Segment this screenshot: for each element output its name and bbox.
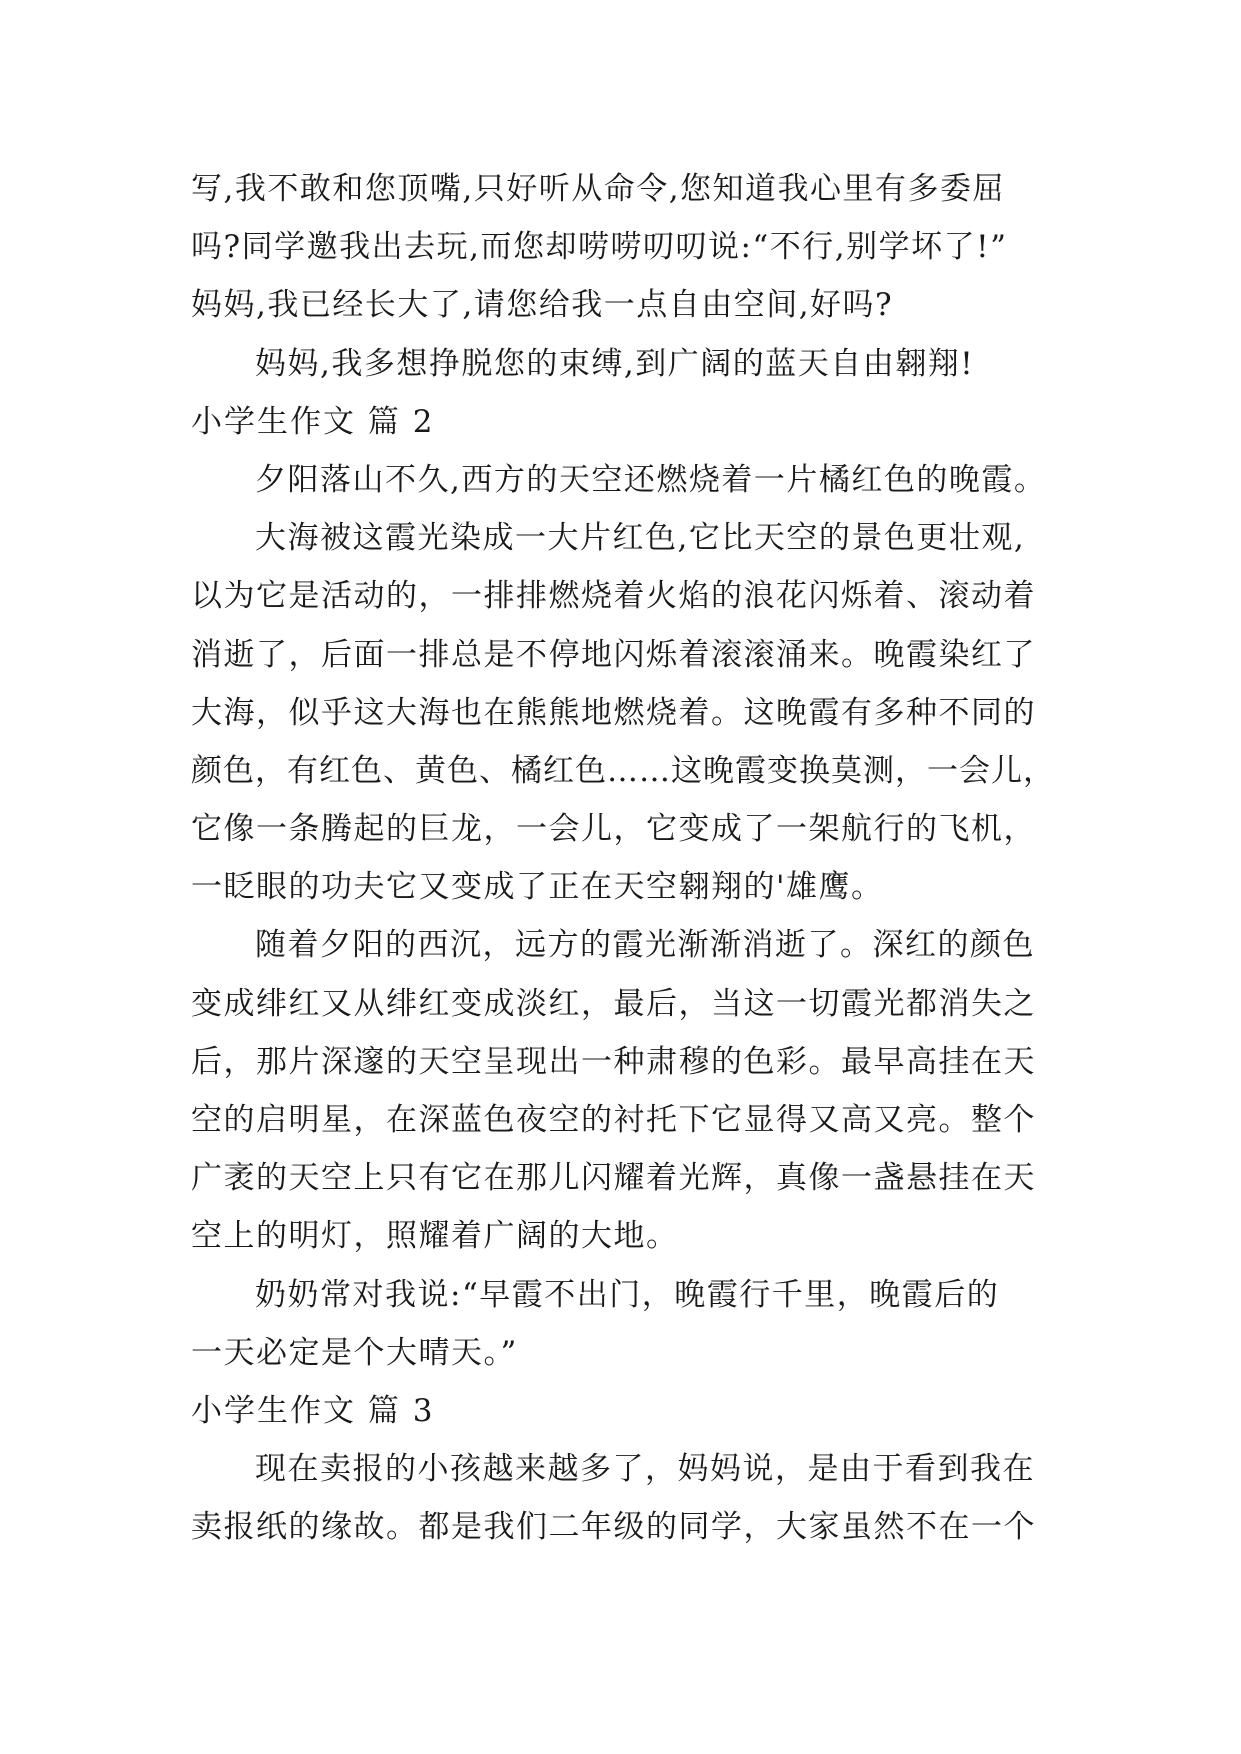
text-line: 夕阳落山不久,西方的天空还燃烧着一片橘红色的晚霞。: [255, 461, 1047, 498]
text-line: 大海被这霞光染成一大片红色,它比天空的景色更壮观,: [255, 520, 1026, 557]
section-heading: 小学生作文 篇 2: [191, 403, 435, 440]
text-line: 空的启明星，在深蓝色夜空的衬托下它显得又高又亮。整个: [191, 1102, 1036, 1138]
text-line: 现在卖报的小孩越来越多了，妈妈说，是由于看到我在: [255, 1451, 1035, 1488]
document-body: [191, 160, 1061, 1557]
text-line: 妈妈,我已经长大了,请您给我一点自由空间,好吗?: [191, 287, 894, 324]
text-line: 妈妈,我多想挣脱您的束缚,到广阔的蓝天自由翱翔!: [255, 345, 975, 382]
text-line: 变成绯红又从绯红变成淡红，最后，当这一切霞光都消失之: [191, 985, 1036, 1022]
text-line: 它像一条腾起的巨龙，一会儿，它变成了一架航行的飞机，: [191, 811, 1036, 848]
text-line: 一天必定是个大晴天。”: [191, 1334, 518, 1371]
text-line: 大海，似乎这大海也在熊熊地燃烧着。这晚霞有多种不同的: [191, 694, 1036, 731]
text-line: 消逝了，后面一排总是不停地闪烁着滚滚涌来。晚霞染红了: [191, 636, 1036, 673]
text-line: 吗?同学邀我出去玩,而您却唠唠叨叨说:“不行,别学坏了!”: [191, 229, 1008, 266]
text-line: 一眨眼的功夫它又变成了正在天空翱翔的'雄鹰。: [191, 869, 884, 906]
text-line: 奶奶常对我说:“早霞不出门，晚霞行千里，晚霞后的: [255, 1276, 1000, 1313]
text-line: 卖报纸的缘故。都是我们二年级的同学，大家虽然不在一个: [191, 1509, 1036, 1546]
section-heading: 小学生作文 篇 3: [191, 1392, 435, 1429]
text-line: 后，那片深邃的天空呈现出一种肃穆的色彩。最早高挂在天: [191, 1043, 1036, 1080]
text-line: 随着夕阳的西沉，远方的霞光渐渐消逝了。深红的颜色: [255, 927, 1035, 964]
text-line: 广袤的天空上只有它在那儿闪耀着光辉，真像一盏悬挂在天: [191, 1160, 1036, 1197]
text-line: 以为它是活动的，一排排燃烧着火焰的浪花闪烁着、滚动着: [191, 578, 1036, 615]
text-line: 写,我不敢和您顶嘴,只好听从命令,您知道我心里有多委屈: [191, 171, 1006, 207]
text-line: 空上的明灯，照耀着广阔的大地。: [191, 1218, 679, 1255]
text-line: 颜色，有红色、黄色、橘红色……这晚霞变换莫测，一会儿，: [191, 752, 1055, 789]
